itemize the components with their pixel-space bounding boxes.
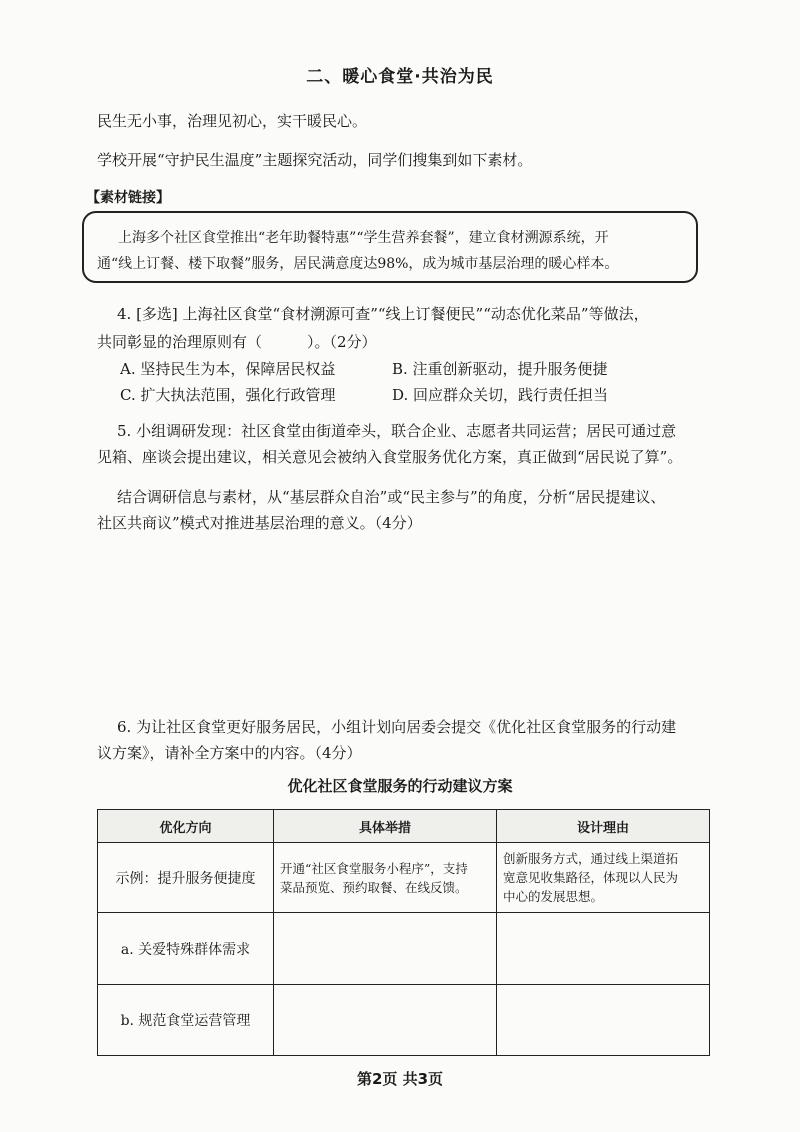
table-row <box>98 985 710 1056</box>
q5-line-2: 见箱、座谈会提出建议，相关意见会被纳入食堂服务优化方案，真正做到“居民说了算”。 <box>97 448 683 466</box>
reason-line-2: 宽意见收集路径，体现以人民为 <box>503 870 679 885</box>
row-direction: 示例：提升服务便捷度 <box>98 843 274 913</box>
measure-line-1: 开通“社区食堂服务小程序”，支持 <box>280 860 468 876</box>
page-footer: 第2页 共3页 <box>356 1070 444 1088</box>
q6-line-2: 议方案》，请补全方案中的内容。（4分） <box>97 744 362 762</box>
header-measure: 具体举措 <box>274 810 497 843</box>
intro-line-1: 民生无小事，治理见初心，实干暖民心。 <box>97 112 368 130</box>
q5-line-1: 5. 小组调研发现：社区食堂由街道牵头，联合企业、志愿者共同运营；居民可通过意 <box>117 422 677 440</box>
q4-option-c: C. 扩大执法范围，强化行政管理 <box>120 386 336 404</box>
header-direction: 优化方向 <box>98 810 274 843</box>
measure-line-2: 菜品预览、预约取餐、在线反馈。 <box>280 879 468 895</box>
table-row <box>98 843 710 913</box>
q4-option-d: D. 回应群众关切，践行责任担当 <box>392 386 609 404</box>
material-line-2: 通“线上订餐、楼下取餐”服务，居民满意度达98%，成为城市基层治理的暖心样本。 <box>97 256 619 272</box>
q5-line-4: 社区共商议”模式对推进基层治理的意义。（4分） <box>97 514 422 532</box>
q4-stem-line-1: 4. [多选] 上海社区食堂“食材溯源可查”“线上订餐便民”“动态优化菜品”等做法， <box>117 305 649 323</box>
answer-cell-reason-a[interactable] <box>497 913 710 985</box>
reason-line-3: 中心的发展思想。 <box>503 889 604 904</box>
q4-option-b: B. 注重创新驱动，提升服务便捷 <box>392 360 608 378</box>
reason-line-1: 创新服务方式，通过线上渠道拓 <box>503 851 679 866</box>
plan-table-title: 优化社区食堂服务的行动建议方案 <box>287 777 513 795</box>
q6-line-1: 6. 为让社区食堂更好服务居民，小组计划向居委会提交《优化社区食堂服务的行动建 <box>117 718 677 736</box>
q4-option-a: A. 坚持民生为本，保障居民权益 <box>120 360 336 378</box>
plan-table <box>97 809 710 1056</box>
row-reason <box>497 843 710 913</box>
row-measure <box>274 843 497 913</box>
table-row <box>98 913 710 985</box>
intro-line-2: 学校开展“守护民生温度”主题探究活动，同学们搜集到如下素材。 <box>97 151 533 169</box>
q5-line-3: 结合调研信息与素材，从“基层群众自治”或“民主参与”的角度，分析“居民提建议、 <box>117 488 666 506</box>
material-label: 【素材链接】 <box>86 190 170 206</box>
section-title: 二、暖心食堂·共治为民 <box>306 67 494 87</box>
header-reason: 设计理由 <box>497 810 710 843</box>
row-direction: a. 关爱特殊群体需求 <box>98 913 274 985</box>
answer-cell-measure-b[interactable] <box>274 985 497 1056</box>
row-direction: b. 规范食堂运营管理 <box>98 985 274 1056</box>
answer-cell-reason-b[interactable] <box>497 985 710 1056</box>
material-line-1: 上海多个社区食堂推出“老年助餐特惠”“学生营养套餐”，建立食材溯源系统，开 <box>118 230 609 246</box>
answer-cell-measure-a[interactable] <box>274 913 497 985</box>
plan-table-header-row <box>98 810 710 843</box>
q4-stem-line-2: 共同彰显的治理原则有（ ）。（2分） <box>97 333 377 351</box>
